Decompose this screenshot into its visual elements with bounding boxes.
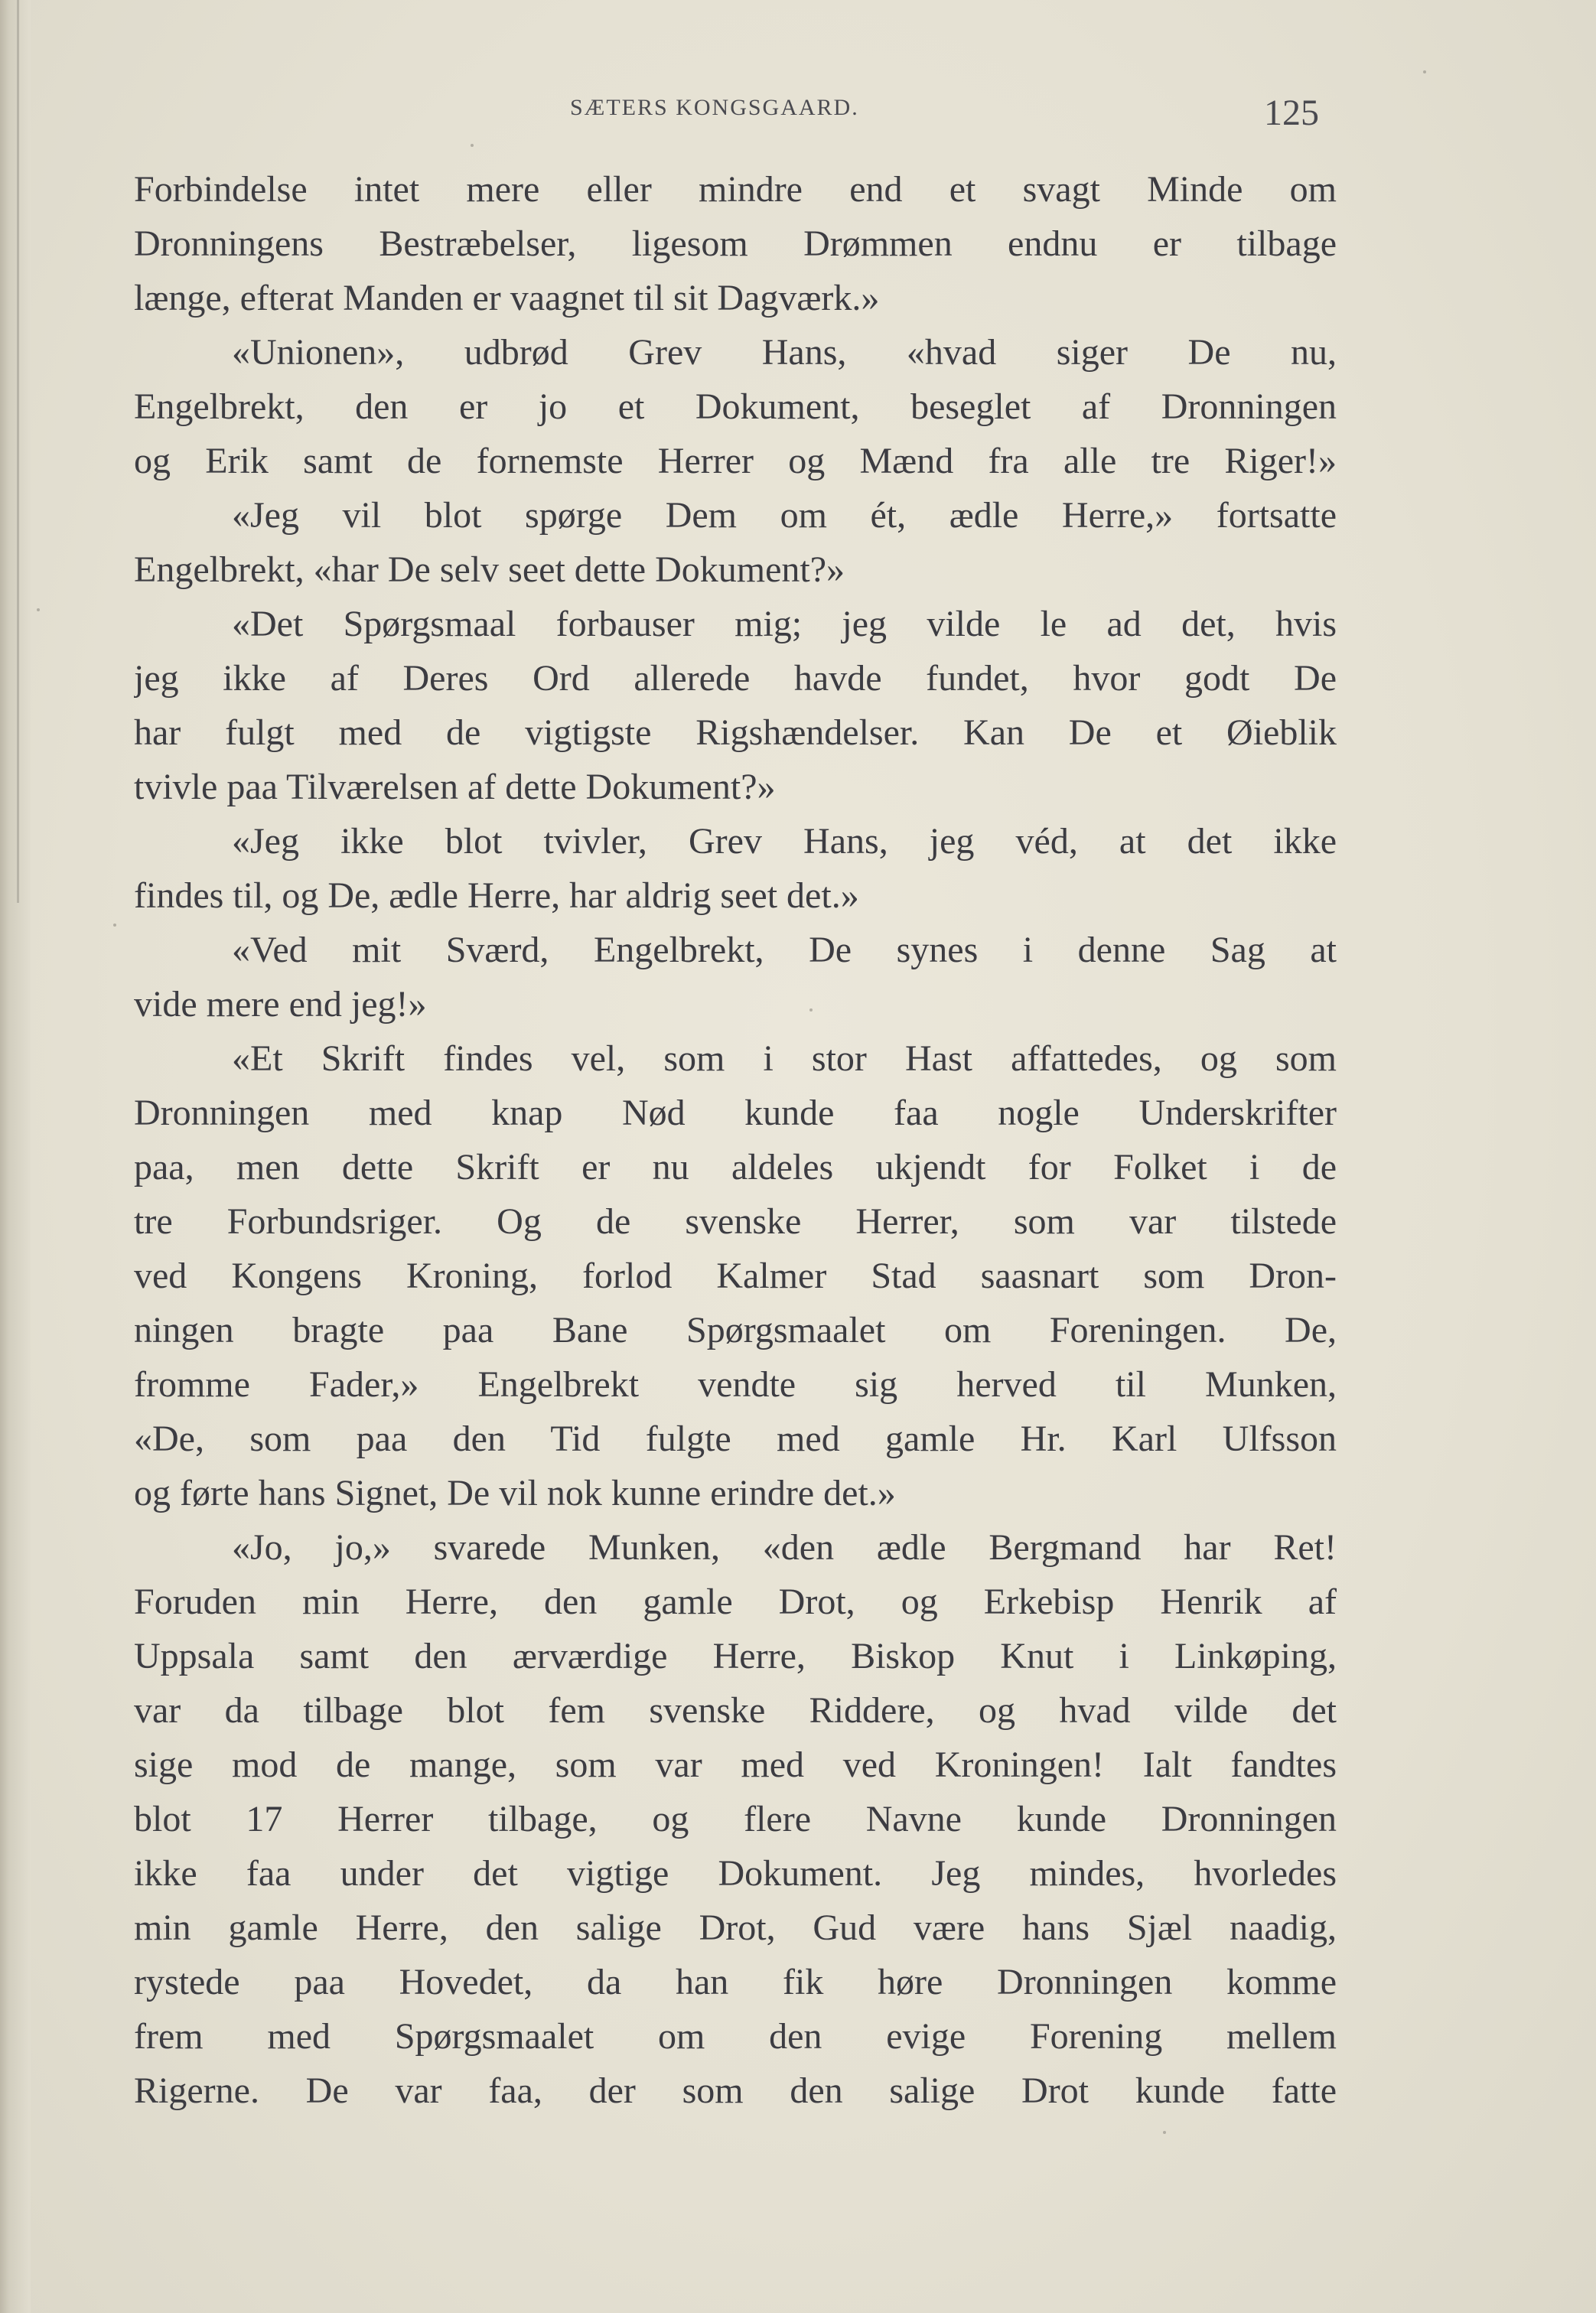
- text-line: ved Kongens Kroning, forlod Kalmer Stad saasnart som Dron-: [134, 1256, 1337, 1296]
- text-line: frem med Spørgsmaalet om den evige Forening mellem: [134, 2016, 1337, 2057]
- text-line: og førte hans Signet, De vil nok kunne erindre det.»: [134, 1473, 896, 1513]
- text-line: Forbindelse intet mere eller mindre end et svagt Minde om: [134, 169, 1337, 210]
- text-line: Engelbrekt, den er jo et Dokument, beseglet af Dronningen: [134, 386, 1337, 427]
- text-line: «Jeg ikke blot tvivler, Grev Hans, jeg véd, at det ikke: [232, 821, 1337, 862]
- text-line: Engelbrekt, «har De selv seet dette Dokument?»: [134, 549, 845, 590]
- text-line: paa, men dette Skrift er nu aldeles ukjendt for Folket i de: [134, 1147, 1337, 1187]
- text-line: «Ved mit Sværd, Engelbrekt, De synes i denne Sag at: [232, 930, 1337, 970]
- text-line: «Unionen», udbrød Grev Hans, «hvad siger De nu,: [232, 332, 1337, 373]
- text-line: tre Forbundsriger. Og de svenske Herrer, som var tilstede: [134, 1201, 1337, 1242]
- running-title: SÆTERS KONGSGAARD.: [570, 95, 859, 120]
- paper-speck: [809, 1008, 813, 1012]
- text-line: var da tilbage blot fem svenske Riddere, og hvad vilde det: [134, 1690, 1337, 1731]
- text-line: «Det Spørgsmaal forbauser mig; jeg vilde le ad det, hvis: [232, 604, 1337, 644]
- text-line: «Et Skrift findes vel, som i stor Hast affattedes, og som: [232, 1038, 1337, 1079]
- paper-speck: [113, 924, 116, 927]
- text-line: Uppsala samt den ærværdige Herre, Biskop Knut i Linkøping,: [134, 1636, 1337, 1676]
- text-line: tvivle paa Tilværelsen af dette Dokument?»: [134, 767, 776, 807]
- paper-speck: [1423, 70, 1426, 73]
- binding-line: [17, 0, 19, 903]
- text-line: min gamle Herre, den salige Drot, Gud være hans Sjæl naadig,: [134, 1907, 1337, 1948]
- text-line: «Jo, jo,» svarede Munken, «den ædle Bergmand har Ret!: [232, 1527, 1337, 1568]
- text-line: «Jeg vil blot spørge Dem om ét, ædle Herre,» fortsatte: [232, 495, 1337, 536]
- paper-speck: [471, 144, 474, 147]
- running-head: [0, 92, 1596, 133]
- text-line: ikke faa under det vigtige Dokument. Jeg mindes, hvorledes: [134, 1853, 1337, 1894]
- text-line: fromme Fader,» Engelbrekt vendte sig herved til Munken,: [134, 1364, 1337, 1405]
- text-line: sige mod de mange, som var med ved Kroningen! Ialt fandtes: [134, 1745, 1337, 1785]
- text-line: findes til, og De, ædle Herre, har aldrig seet det.»: [134, 875, 859, 916]
- text-line: jeg ikke af Deres Ord allerede havde fundet, hvor godt De: [134, 658, 1337, 699]
- page-number: 125: [1264, 93, 1319, 133]
- text-line: ningen bragte paa Bane Spørgsmaalet om Foreningen. De,: [134, 1310, 1337, 1350]
- text-line: Dronningen med knap Nød kunde faa nogle Underskrifter: [134, 1093, 1337, 1133]
- text-line: har fulgt med de vigtigste Rigshændelser. Kan De et Øieblik: [134, 712, 1337, 753]
- body-text: [134, 162, 1337, 2118]
- text-line: længe, efterat Manden er vaagnet til sit Dagværk.»: [134, 278, 880, 318]
- text-line: Foruden min Herre, den gamle Drot, og Erkebisp Henrik af: [134, 1582, 1337, 1622]
- text-line: blot 17 Herrer tilbage, og flere Navne kunde Dronningen: [134, 1799, 1337, 1839]
- text-line: Rigerne. De var faa, der som den salige Drot kunde fatte: [134, 2070, 1337, 2111]
- text-line: og Erik samt de fornemste Herrer og Mænd fra alle tre Riger!»: [134, 441, 1337, 481]
- text-line: «De, som paa den Tid fulgte med gamle Hr. Karl Ulfsson: [134, 1419, 1337, 1459]
- paper-speck: [1163, 2131, 1166, 2134]
- text-line: Dronningens Bestræbelser, ligesom Drømmen endnu er tilbage: [134, 223, 1337, 264]
- text-line: rystede paa Hovedet, da han fik høre Dronningen komme: [134, 1962, 1337, 2002]
- binding-edge: [0, 0, 31, 2313]
- paper-speck: [37, 608, 40, 611]
- text-line: vide mere end jeg!»: [134, 984, 427, 1025]
